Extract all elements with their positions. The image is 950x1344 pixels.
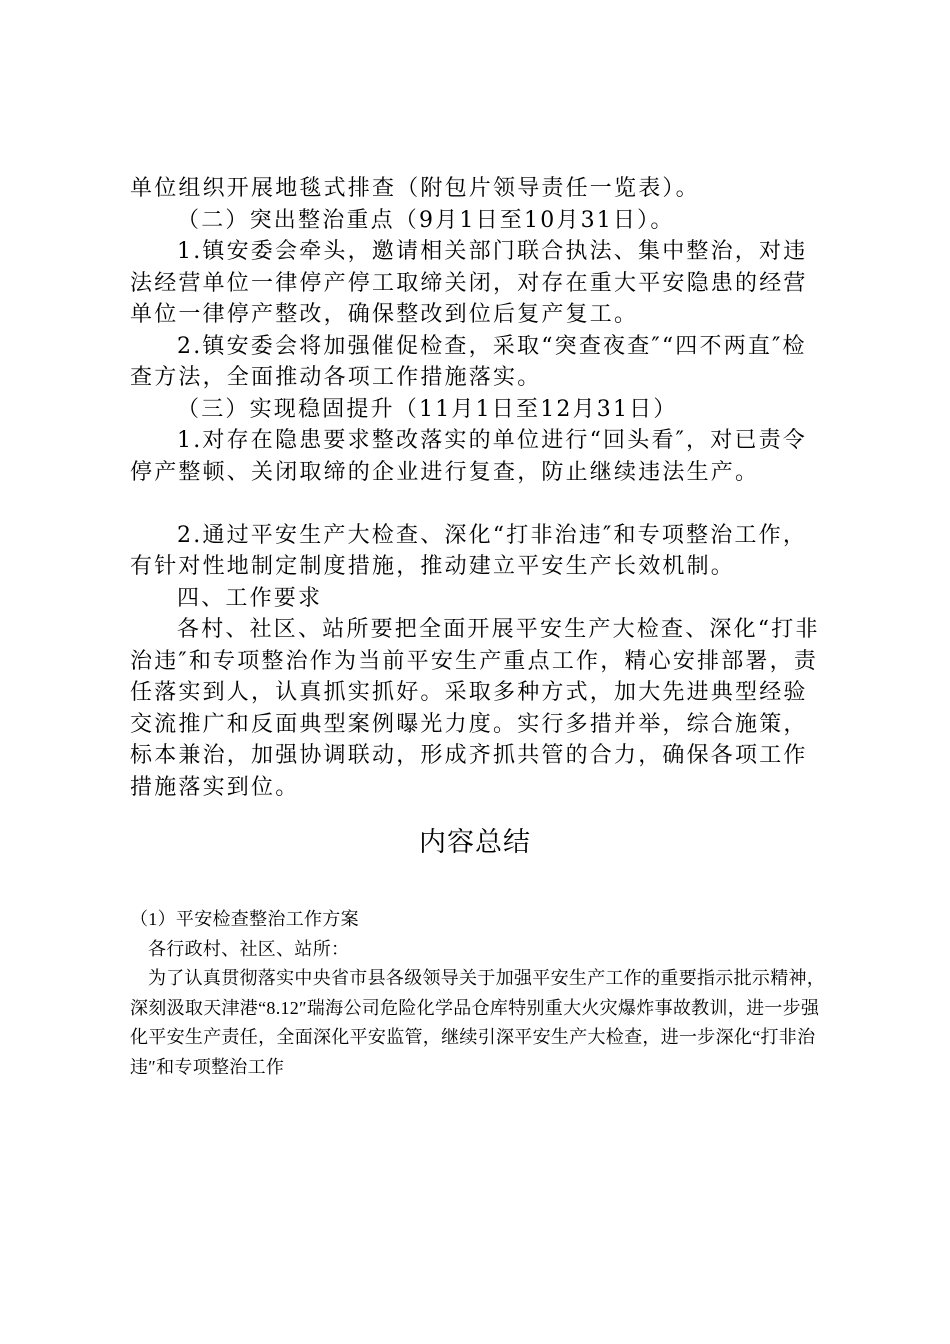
summary-line-2: 各行政村、社区、站所：: [148, 938, 350, 959]
summary-title: 内容总结: [419, 827, 531, 858]
paragraph-2: （二）突出整治重点（9月1日至10月31日）。: [177, 207, 675, 233]
paragraph-1: 单位组织开展地毯式排查（附包片领导责任一览表）。: [130, 176, 700, 201]
paragraph-5: （三）实现稳固提升（11月1日至12月31日）: [177, 396, 678, 422]
paragraph-7: 2.通过平安生产大检查、深化“打非治违″和专项整治工作，有针对性地制定制度措施，推动建立平安生产长效机制。: [130, 522, 808, 579]
paragraph-6: 1.对存在隐患要求整改落实的单位进行“回头看″，对已责令停产整顿、关闭取缔的企业进行复查，防止继续违法生产。: [130, 428, 808, 485]
paragraph-3: 1.镇安委会牵头，邀请相关部门联合执法、集中整治，对违法经营单位一律停产停工取缔关闭，对存在重大平安隐患的经营单位一律停产整改，确保整改到位后复产复工。: [130, 239, 808, 327]
summary-line-3: 为了认真贯彻落实中央省市县各级领导关于加强平安生产工作的重要指示批示精神，深刻汲取天津港“8.12″瑞海公司危险化学品仓库特别重大火灾爆炸事故教训，进一步强化平安生产责任，全面深化平安监管，继续引深平安生产大检查，进一步深化“打非治违″和专项整治工作: [130, 968, 826, 1077]
paragraph-4: 2.镇安委会将加强催促检查，采取“突查夜查″“四不两直″检查方法，全面推动各项工作措施落实。: [130, 333, 807, 390]
paragraph-9: 各村、社区、站所要把全面开展平安生产大检查、深化“打非治违″和专项整治作为当前平安生产重点工作，精心安排部署，责任落实到人，认真抓实抓好。采取多种方式，加大先进典型经验交流推广和反面典型案例曝光力度。实行多措并举，综合施策，标本兼治，加强协调联动，形成齐抓共管的合力，确保各项工作措施落实到位。: [130, 617, 820, 800]
section-heading-requirements: 四、工作要求: [177, 585, 323, 611]
summary-body: [130, 905, 830, 1082]
document-body: [130, 173, 830, 803]
summary-line-1: （1）平安检查整治工作方案: [130, 909, 359, 929]
